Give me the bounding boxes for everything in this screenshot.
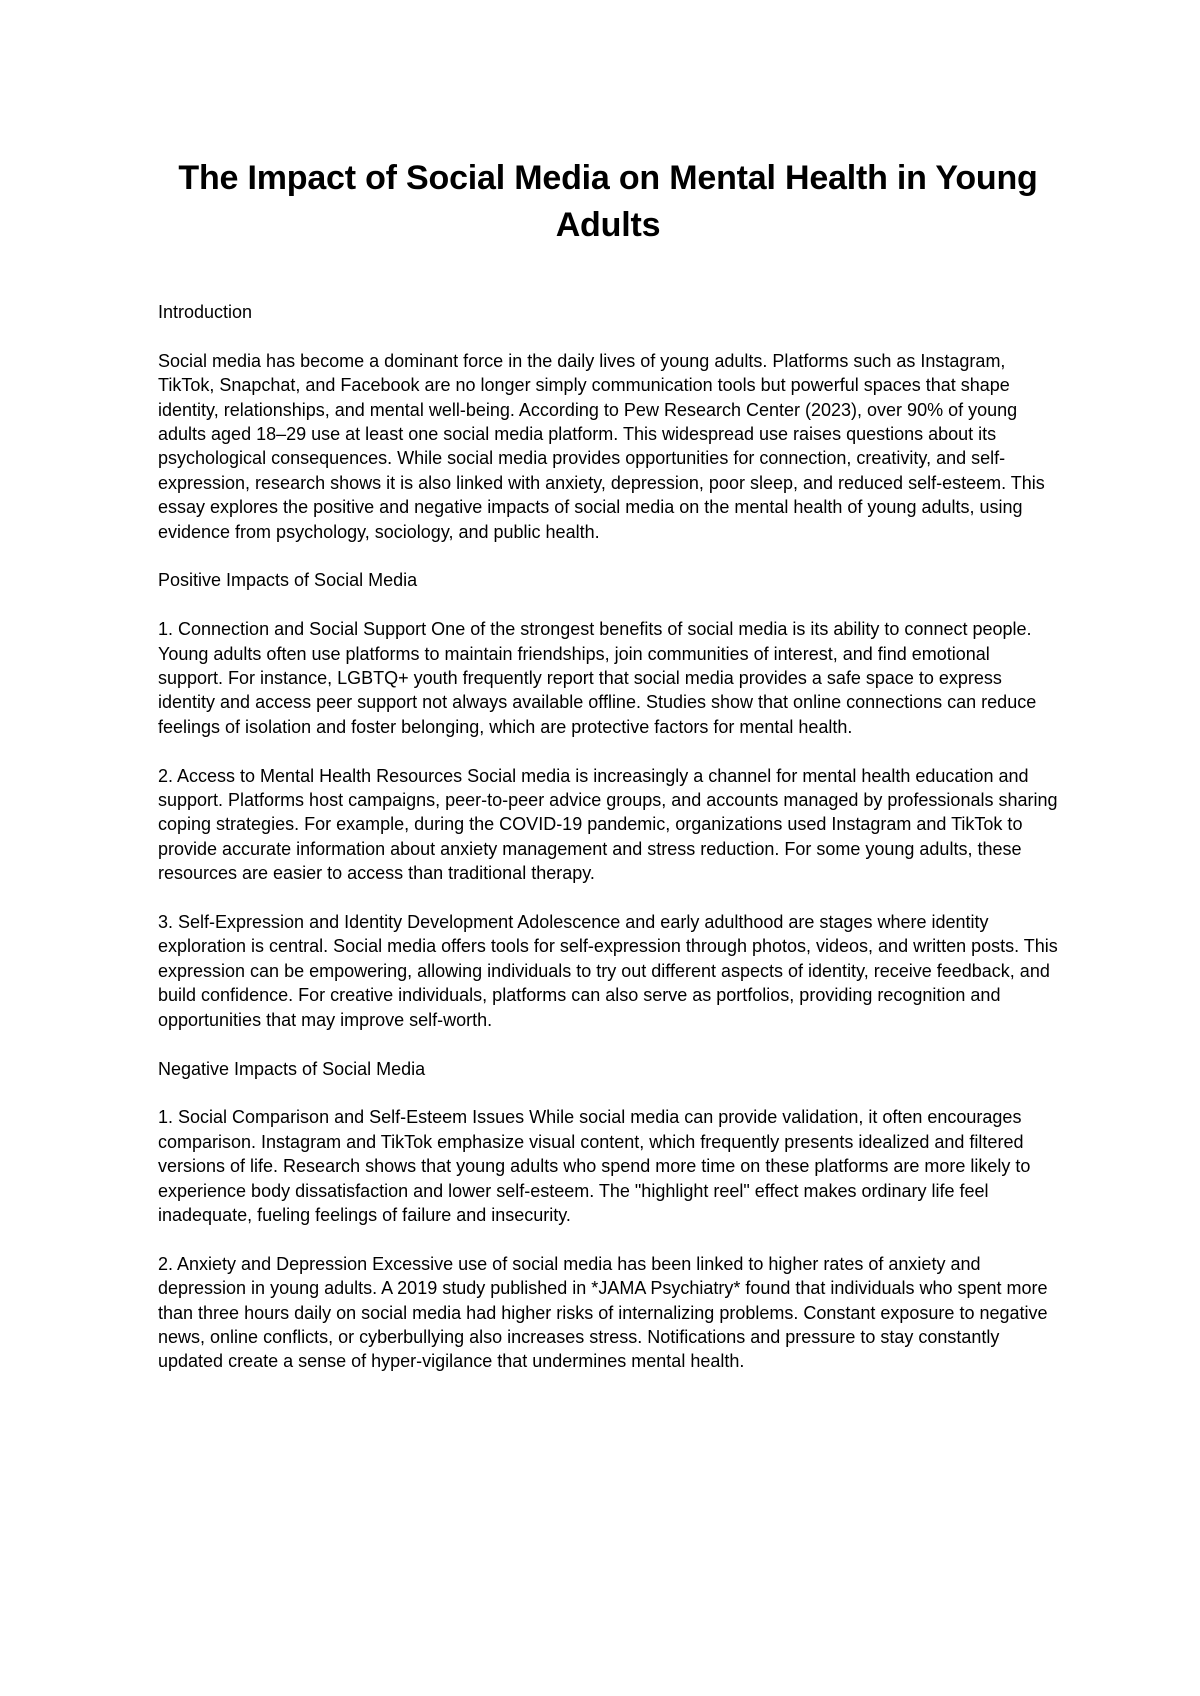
document-title: The Impact of Social Media on Mental Health in Young Adults bbox=[178, 159, 1038, 244]
paragraph-connection-social-support: 1. Connection and Social Support One of the strongest benefits of social media is its ability to connect people. Young adults often use platforms to maintain friendships, join communities of interest, and find emotional support. For instance, LGBTQ+ youth frequently report that social media provides a safe space to express identity and access peer support not always available offline. Studies show that online connections can reduce feelings of isolation and foster belonging, which are protective factors for mental health. bbox=[158, 619, 1037, 737]
section-heading-positive-impacts: Positive Impacts of Social Media bbox=[158, 570, 418, 591]
section-heading-introduction: Introduction bbox=[158, 302, 253, 322]
paragraph-self-expression-identity: 3. Self-Expression and Identity Development Adolescence and early adulthood are stages where identity exploration is central. Social media offers tools for self-expression through photos, videos, and written posts. This expression can be empowering, allowing individuals to try out different aspects of identity, receive feedback, and build confidence. For creative individuals, platforms can also serve as portfolios, providing recognition and opportunities that may improve self-worth. bbox=[158, 912, 1058, 1030]
document-body bbox=[158, 300, 1058, 1398]
paragraph-social-comparison: 1. Social Comparison and Self-Esteem Issues While social media can provide validation, it often encourages comparison. Instagram and TikTok emphasize visual content, which frequently presents idealized and filtered versions of life. Research shows that young adults who spend more time on these platforms are more likely to experience body dissatisfaction and lower self-esteem. The "highlight reel" effect makes ordinary life feel inadequate, fueling feelings of failure and insecurity. bbox=[158, 1107, 1031, 1225]
section-heading-negative-impacts: Negative Impacts of Social Media bbox=[158, 1058, 426, 1079]
paragraph-introduction: Social media has become a dominant force in the daily lives of young adults. Platforms such as Instagram, TikTok, Snapchat, and Facebook are no longer simply communication tools but powerful spaces that shape identity, relationships, and mental well-being. According to Pew Research Center (2023), over 90% of young adults aged 18–29 use at least one social media platform. This widespread use raises questions about its psychological consequences. While social media provides opportunities for connection, creativity, and self-expression, research shows it is also linked with anxiety, depression, poor sleep, and reduced self-esteem. This essay explores the positive and negative impacts of social media on the mental health of young adults, using evidence from psychology, sociology, and public health. bbox=[158, 350, 1045, 542]
paragraph-mental-health-resources: 2. Access to Mental Health Resources Social media is increasingly a channel for mental health education and support. Platforms host campaigns, peer-to-peer advice groups, and accounts managed by professionals sharing coping strategies. For example, during the COVID-19 pandemic, organizations used Instagram and TikTok to provide accurate information about anxiety management and stress reduction. For some young adults, these resources are easier to access than traditional therapy. bbox=[158, 765, 1058, 884]
paragraph-anxiety-depression: 2. Anxiety and Depression Excessive use of social media has been linked to higher rates of anxiety and depression in young adults. A 2019 study published in *JAMA Psychiatry* found that individuals who spent more than three hours daily on social media had higher risks of internalizing problems. Constant exposure to negative news, online conflicts, or cyberbullying also increases stress. Notifications and pressure to stay constantly updated create a sense of hyper-vigilance that undermines mental health. bbox=[158, 1253, 1048, 1372]
